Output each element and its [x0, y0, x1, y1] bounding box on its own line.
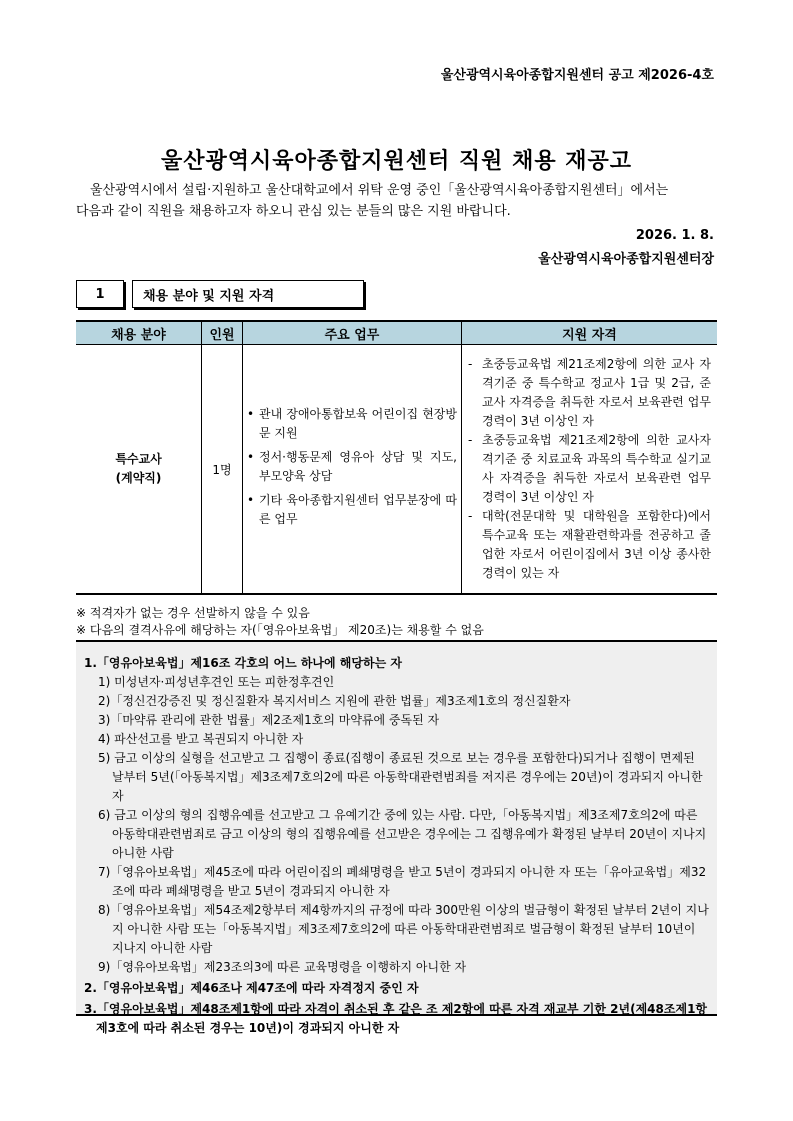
header-field: 채용 분야 [76, 321, 202, 345]
table-row [76, 345, 717, 595]
intro-line-2: 다음과 같이 직원을 채용하고자 하오니 관심 있는 분들의 많은 지원 바랍니다. [76, 204, 511, 219]
list-item: 8)「영유아보육법」제54조제2항부터 제4항까지의 규정에 따라 300만원 이상의 벌금형이 확정된 날부터 2년이 지나지 아니한 사람 또는「아동복지법」제3조제7호의2에 따른 아동학대관련범죄로 벌금형이 확정된 날부터 10년이 지나지 아니한 사람 [98, 903, 709, 955]
recruitment-table [76, 320, 717, 595]
list-item: 2)「정신건강증진 및 정신질환자 복지서비스 지원에 관한 법률」제3조제1호의 정신질환자 [98, 694, 571, 708]
list-item: 4) 파산선고를 받고 복권되지 아니한 자 [98, 732, 304, 746]
duties-list [247, 405, 457, 529]
field-name: 특수교사 [115, 452, 162, 466]
issuer-name: 울산광역시육아종합지원센터장 [538, 252, 714, 267]
cell-qualifications [462, 345, 718, 595]
disqualification-item-3: 3.「영유아보육법」제48조제1항에 따라 자격이 취소된 후 같은 조 제2항에 따른 자격 재교부 기한 2년(제48조제1항 제3호에 따라 취소된 경우는 10년)이 경과되지 아니한 자 [84, 1002, 708, 1035]
header-qualifications: 지원 자격 [462, 321, 718, 345]
bullet-icon: • [247, 492, 255, 507]
cell-count: 1명 [202, 345, 243, 595]
list-item: 9)「영유아보육법」제23조의3에 따른 교육명령을 이행하지 아니한 자 [98, 960, 467, 974]
list-item: 7)「영유아보육법」제45조에 따라 어린이집의 폐쇄명령을 받고 5년이 경과되지 아니한 자 또는「유아교육법」제32조에 따라 폐쇄명령을 받고 5년이 경과되지 아니한 자 [98, 865, 707, 898]
list-item: 5) 금고 이상의 실형을 선고받고 그 집행이 종료(집행이 종료된 것으로 보는 경우를 포함한다)되거나 집행이 면제된 날부터 5년(「아동복지법」제3조제7호의2에 따른 아동학대관련범죄를 저지른 경우에는 20년)이 경과되지 아니한 자 [98, 751, 703, 803]
list-item: - 초중등교육법 제21조제2항에 의한 교사 자격기준 중 특수학교 정교사 1급 및 2급, 준교사 자격증을 취득한 자로서 보육관련 업무 경력이 3년 이상인 자 [468, 357, 711, 428]
field-type: (계약직) [115, 471, 162, 485]
list-item: 6) 금고 이상의 형의 집행유예를 선고받고 그 유예기간 중에 있는 사람. 다만,「아동복지법」제3조제7호의2에 따른 아동학대관련범죄로 금고 이상의 형의 집행유예를 선고받은 경우에는 그 집행유예가 확정된 날부터 20년이 지나지 아니한 사람 [98, 808, 707, 860]
header-count: 인원 [202, 321, 243, 345]
intro-line-1: 울산광역시에서 설립·지원하고 울산대학교에서 위탁 운영 중인「울산광역시육아종합지원센터」에서는 [90, 183, 669, 198]
dash-icon: - [468, 357, 473, 371]
list-item: - 초중등교육법 제21조제2항에 의한 교사자격기준 중 치료교육 과목의 특수학교 실기교사 자격증을 취득한 자로서 보육관련 업무 경력이 3년 이상인 자 [468, 433, 711, 504]
cell-duties [243, 345, 462, 595]
qualifications-list [468, 355, 711, 583]
list-item: 1) 미성년자·피성년후견인 또는 피한정후견인 [98, 675, 335, 689]
note-2: ※ 다음의 결격사유에 해당하는 자(「영유아보육법」 제20조)는 채용할 수 없음 [76, 623, 484, 637]
disqualification-box [76, 640, 717, 1035]
note-1: ※ 적격자가 없는 경우 선발하지 않을 수 있음 [76, 606, 310, 620]
table-header-row [76, 321, 717, 345]
notice-number: 울산광역시육아종합지원센터 공고 제2026-4호 [440, 68, 714, 83]
dash-icon: - [468, 433, 473, 447]
header-duties: 주요 업무 [243, 321, 462, 345]
list-item: • 정서·행동문제 영유아 상담 및 지도, 부모양육 상담 [247, 449, 457, 483]
cell-field [76, 345, 202, 595]
dash-icon: - [468, 509, 473, 523]
list-item: • 기타 육아종합지원센터 업무분장에 따른 업무 [247, 492, 457, 526]
notice-date: 2026. 1. 8. [635, 228, 714, 243]
page-title: 울산광역시육아종합지원센터 직원 채용 재공고 [160, 149, 633, 174]
section-number: 1 [76, 280, 124, 308]
intro-paragraph [76, 180, 716, 222]
disqualification-item-1: 1.「영유아보육법」제16조 각호의 어느 하나에 해당하는 자 [84, 656, 402, 670]
section-title: 채용 분야 및 지원 자격 [132, 280, 364, 308]
disqualification-item-2: 2.「영유아보육법」제46조나 제47조에 따라 자격정지 중인 자 [84, 981, 419, 995]
section-1-heading [76, 280, 364, 310]
list-item: • 관내 장애아통합보육 어린이집 현장방문 지원 [247, 406, 457, 440]
list-item: 3)「마약류 관리에 관한 법률」제2조제1호의 마약류에 중독된 자 [98, 713, 440, 727]
bullet-icon: • [247, 449, 255, 464]
bullet-icon: • [247, 406, 255, 421]
list-item: - 대학(전문대학 및 대학원을 포함한다)에서 특수교육 또는 재활관련학과를 전공하고 졸업한 자로서 어린이집에서 3년 이상 종사한 경력이 있는 자 [468, 509, 711, 580]
